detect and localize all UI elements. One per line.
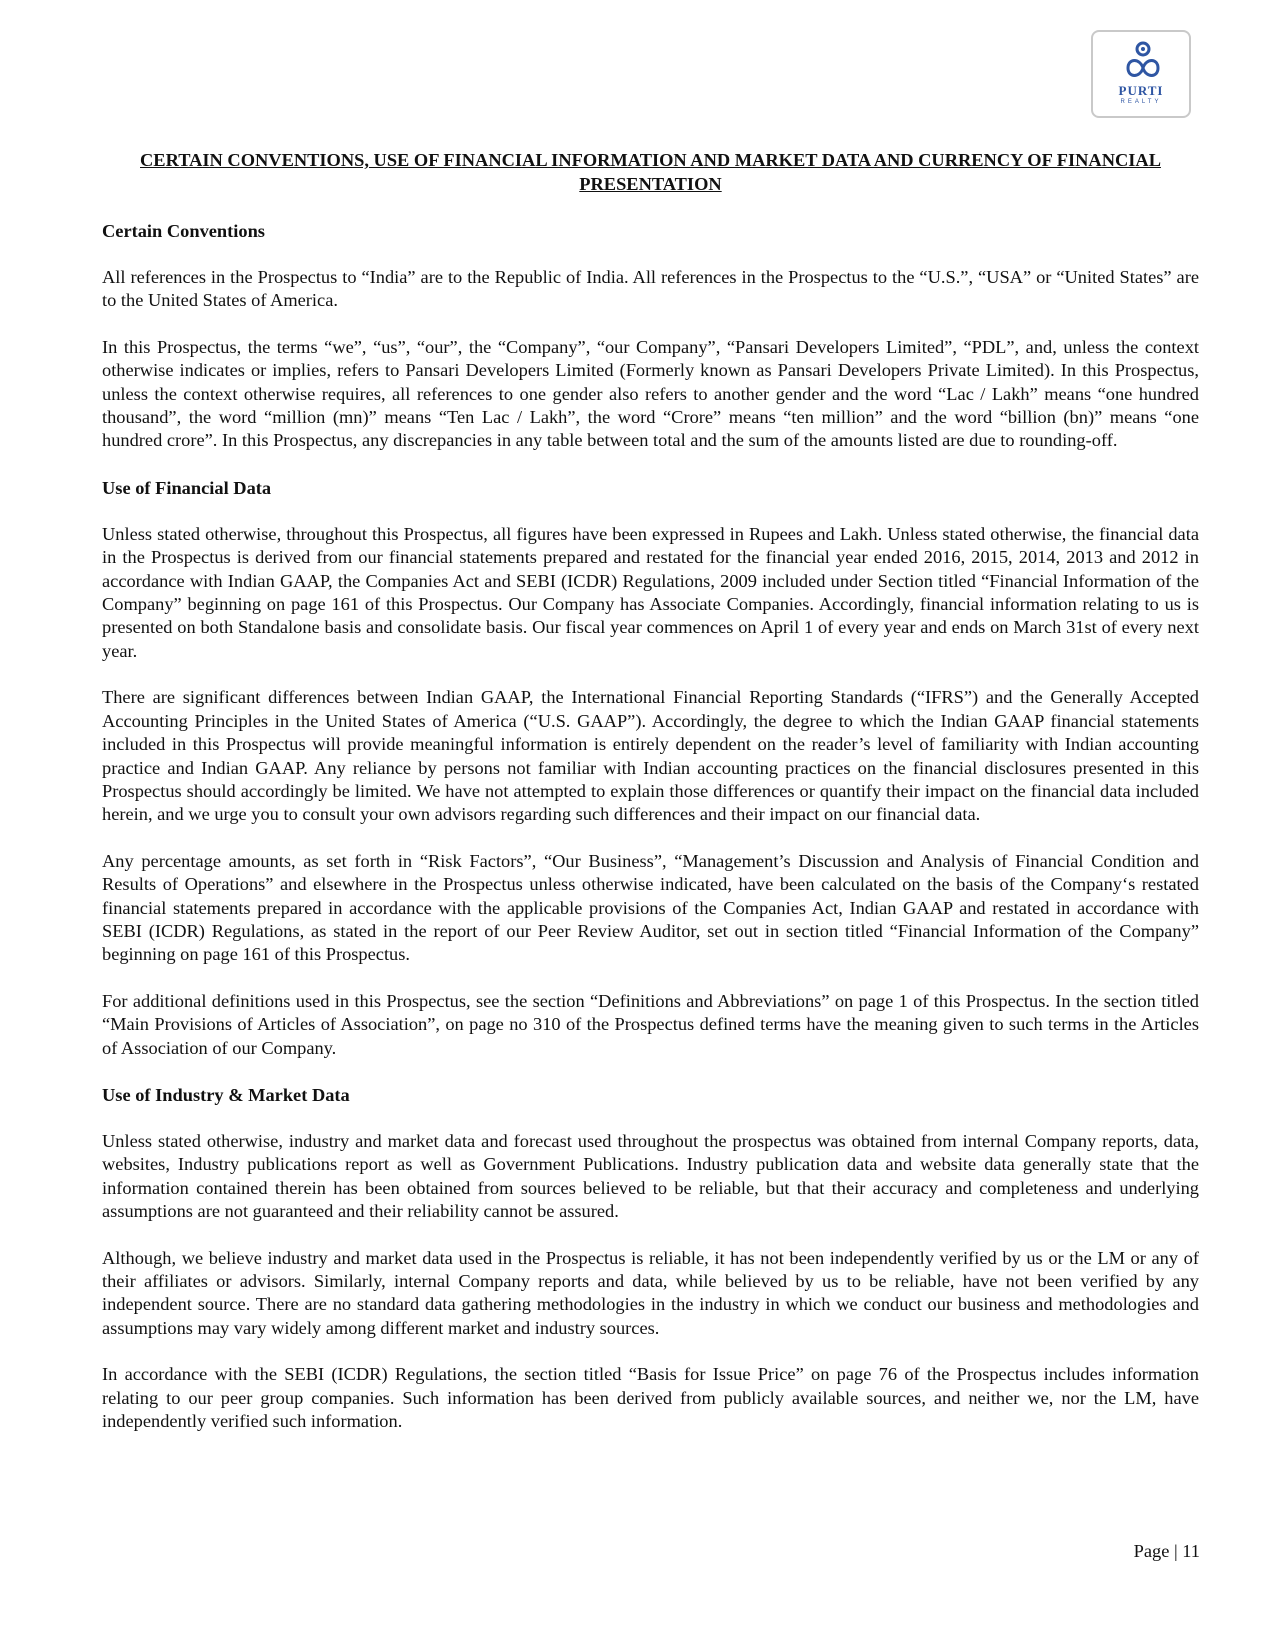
paragraph: Although, we believe industry and market data used in the Prospectus is reliable, it has not been independently verified by us or the LM or any of their affiliates or advisors. Similarly, internal Company reports and data, while believed by us to be reliable, have not been verified by any independent source. There are no standard data gathering methodologies in the industry in which we conduct our business and methodologies and assumptions may vary widely among different market and industry sources. xyxy=(102,1247,1199,1338)
page-number: Page | 11 xyxy=(1133,1541,1200,1561)
paragraph: In this Prospectus, the terms “we”, “us”, “our”, the “Company”, “our Company”, “Pansari Developers Limited”, “PDL”, and, unless the context otherwise indicates or implies, refers to Pansari Developers Limited (Formerly known as Pansari Developers Private Limited). In this Prospectus, unless the context otherwise requires, all references to one gender also refers to another gender and the word “Lac / Lakh” means “one hundred thousand”, the word “million (mn)” means “Ten Lac / Lakh”, the word “Crore” means “ten million” and the word “billion (bn)” means “one hundred crore”. In this Prospectus, any discrepancies in any table between total and the sum of the amounts listed are due to rounding-off. xyxy=(102,336,1199,451)
paragraph: There are significant differences between Indian GAAP, the International Financial Reporting Standards (“IFRS”) and the Generally Accepted Accounting Principles in the United States of America (“U.S. GAAP”). Accordingly, the degree to which the Indian GAAP financial statements included in this Prospectus will provide meaningful information is entirely dependent on the reader’s level of familiarity with Indian accounting practice and Indian GAAP. Any reliance by persons not familiar with Indian accounting practices on the financial disclosures presented in this Prospectus should accordingly be limited. We have not attempted to explain those differences or quantify their impact on the financial data included herein, and we urge you to consult your own advisors regarding such differences and their impact on our financial data. xyxy=(102,687,1199,825)
section-heading-conventions: Certain Conventions xyxy=(102,221,265,241)
paragraph: All references in the Prospectus to “India” are to the Republic of India. All references in the Prospectus to the “U.S.”, “USA” or “United States” are to the United States of America. xyxy=(102,267,1199,311)
section-heading-financial-data: Use of Financial Data xyxy=(102,477,272,498)
page-title: CERTAIN CONVENTIONS, USE OF FINANCIAL INFORMATION AND MARKET DATA AND CURRENCY OF FINANCIAL PRESENTATION xyxy=(140,150,1161,194)
paragraph: Any percentage amounts, as set forth in “Risk Factors”, “Our Business”, “Management’s Discussion and Analysis of Financial Condition and Results of Operations” and elsewhere in the Prospectus unless otherwise indicated, have been calculated on the basis of the Company‘s restated financial statements prepared in accordance with the applicable provisions of the Companies Act, Indian GAAP and restated in accordance with SEBI (ICDR) Regulations, as stated in the report of our Peer Review Auditor, set out in section titled “Financial Information of the Company” beginning on page 161 of this Prospectus. xyxy=(102,850,1199,965)
logo-emblem-icon xyxy=(1121,38,1165,82)
logo-sub-text: REALTY xyxy=(1120,99,1162,105)
document-body xyxy=(102,148,1199,1456)
paragraph: In accordance with the SEBI (ICDR) Regulations, the section titled “Basis for Issue Price” on page 76 of the Prospectus includes information relating to our peer group companies. Such information has been derived from publicly available sources, and neither we, nor the LM, have independently verified such information. xyxy=(102,1364,1199,1432)
section-heading-industry-data: Use of Industry & Market Data xyxy=(102,1084,350,1105)
paragraph: For additional definitions used in this Prospectus, see the section “Definitions and Abbreviations” on page 1 of this Prospectus. In the section titled “Main Provisions of Articles of Association”, on page no 310 of the Prospectus defined terms have the meaning given to such terms in the Articles of Association of our Company. xyxy=(102,990,1199,1058)
logo-brand-text: PURTI xyxy=(1118,83,1164,98)
paragraph: Unless stated otherwise, throughout this Prospectus, all figures have been expressed in Rupees and Lakh. Unless stated otherwise, the financial data in the Prospectus is derived from our financial statements prepared and restated for the financial year ended 2016, 2015, 2014, 2013 and 2012 in accordance with Indian GAAP, the Companies Act and SEBI (ICDR) Regulations, 2009 included under Section titled “Financial Information of the Company” beginning on page 161 of this Prospectus. Our Company has Associate Companies. Accordingly, financial information relating to us is presented on both Standalone basis and consolidate basis. Our fiscal year commences on April 1 of every year and ends on March 31st of every next year. xyxy=(102,523,1199,661)
paragraph: Unless stated otherwise, industry and market data and forecast used throughout the prospectus was obtained from internal Company reports, data, websites, Industry publications report as well as Government Publications. Industry publication data and website data generally state that the information contained therein has been obtained from sources believed to be reliable, but that their accuracy and completeness and underlying assumptions are not guaranteed and their reliability cannot be assured. xyxy=(102,1130,1199,1222)
company-logo xyxy=(1091,30,1191,118)
